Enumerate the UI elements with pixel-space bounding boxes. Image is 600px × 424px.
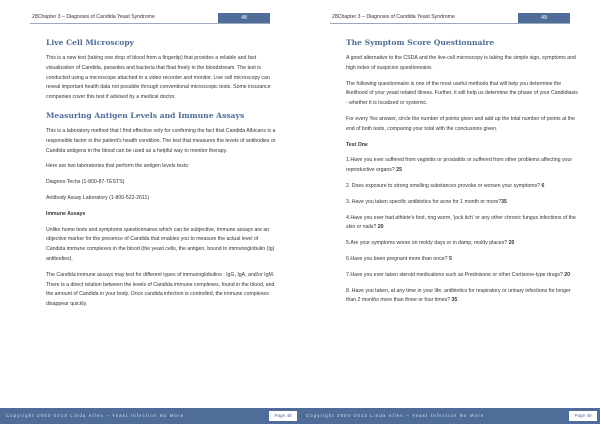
paragraph-intro-1: A good alternative to the CSDA and the live-cell microscopy is taking the simple sign, symptoms and high index of suspicion questionnaire. (346, 55, 576, 71)
paragraph-lab-2: Antibody Assay Laboratory (1-800-522-2611) (46, 194, 150, 201)
question-points: 6 (541, 182, 545, 189)
question-points: 20 (564, 271, 571, 278)
question-points: 35 (451, 297, 458, 304)
header-chapter-title: 28Chapter 3 – Diagnosis of Candida Yeast Syndrome (332, 14, 455, 20)
subheading-test-one: Test One (346, 141, 368, 148)
header-chapter-title: 28Chapter 3 – Diagnosis of Candida Yeast Syndrome (32, 14, 155, 20)
paragraph-live-cell: This is a new test (taking one drop of blood from a fingertip) that provides a reliable and fast visualization of Candida, parasites and bacteria that float freely in the bloodstream. The test is conducted using a microscope attached to a video recorder and monitor. Live cell microscopy can reveal important health data not possible through conventional microscopic tests. Some insurance companies cover this test if advised by a medical doctor. (46, 55, 271, 101)
question-text: 4.Have you ever had athlete's foot, ring worm, 'jock itch' or any other chronic fungus infections of the skin or nails? (346, 214, 576, 231)
heading-live-cell-microscopy: Live Cell Microscopy (46, 38, 135, 47)
question-text: 7.Have you ever taken steroid medications such as Prednisone or other Cortisone-type drugs? (346, 271, 563, 278)
question-points: 20 (508, 240, 515, 247)
page-content (346, 30, 578, 312)
paragraph-intro-2: The following questionnaire is one of the most useful methods that will help you determine the likelihood of your yeast related illness. Further, it will help us determine the phase of your Candidiasis - whether it is localized or systemic. (346, 80, 578, 107)
paragraph-labs-intro: Here are two laboratories that perform the antigen levels tests: (46, 163, 190, 170)
page-content (46, 30, 276, 316)
paragraph-immune-1: Unlike home tests and symptoms questionnaires which can be subjective, Immune assays are an objective marker for the presence of Candida that enables you to measure the actual level of Candida immune complexes in the blood (the yeast cells, the antigen, bound to immunoglobulin (Ig) antibodies). (46, 226, 275, 262)
question-item (346, 214, 578, 234)
question-text: 1.Have you ever suffered from vaginitis or prostatitis or suffered from other problems affecting your reproductive organs? (346, 157, 573, 174)
question-item (346, 239, 578, 249)
question-text: 5.Are your symptoms worse on moldy days or in damp, moldy places? (346, 240, 508, 247)
header-page-number: 49 (518, 13, 570, 23)
question-item (346, 271, 578, 281)
question-points: 35 (501, 198, 507, 205)
footer-copyright: Copyright 2004-2013 Linda Allen – Yeast Infection No More (306, 413, 485, 418)
paragraph-immune-2: The Candida immune assays may test for different types of immunoglobulins : IgG, IgA, and/or IgM. There is a direct relation between the levels of Candida immune complexes, found in the blood, and the amount of Candida in your body. Once candida infection is controlled, the immune complexes disappear quickly. (46, 271, 275, 308)
paragraph-antigen: This is a laboratory method that I find effective only for confirming the fact that Candida Albicans is a responsible factor in the patient's health condition. The test that measures the levels of antibodies or Candida antigens in the blood can be used as a helpful way to monitor therapy. (46, 127, 276, 154)
question-points: 5 (448, 255, 452, 262)
page-header (330, 13, 570, 24)
page-header (30, 13, 270, 24)
page-right (300, 0, 600, 424)
question-text: 2. Does exposure to strong smelling substances provoke or worsen your symptoms? (346, 182, 541, 189)
page-footer (0, 408, 300, 424)
question-item (346, 287, 578, 307)
question-text: 3. Have you taken specific antibiotics for acne for 1 month or more? (346, 198, 502, 205)
heading-antigen-levels: Measuring Antigen Levels and Immune Assays (46, 110, 245, 120)
header-page-number: 48 (218, 13, 270, 23)
question-item (346, 198, 578, 208)
question-text: 8. Have you taken, at any time in your life, antibiotics for respiratory or urinary infections for longer than 2 months more than three or four times? (346, 287, 571, 304)
question-item (346, 255, 578, 265)
question-text: 6.Have you been pregnant more than once? (346, 255, 448, 262)
page-footer (300, 408, 600, 424)
question-item (346, 156, 578, 176)
question-points: 20 (377, 224, 384, 231)
subheading-immune-assays: Immune Assays (46, 210, 86, 217)
question-item (346, 182, 578, 192)
paragraph-lab-1: Diagnos-Techs (1-800-87-TESTS) (46, 179, 125, 186)
question-points: 25 (396, 167, 402, 174)
heading-symptom-questionnaire: The Symptom Score Questionnaire (346, 38, 495, 47)
footer-copyright: Copyright 2004-2013 Linda Allen – Yeast Infection No More (6, 413, 185, 418)
footer-page-label: Page 49 (569, 411, 597, 421)
footer-page-label: Page 48 (269, 411, 297, 421)
paragraph-intro-3: For every Yes answer, circle the number of points given and add up the total number of points at the end of both tests, comparing your total with the conclusions given. (346, 115, 575, 132)
